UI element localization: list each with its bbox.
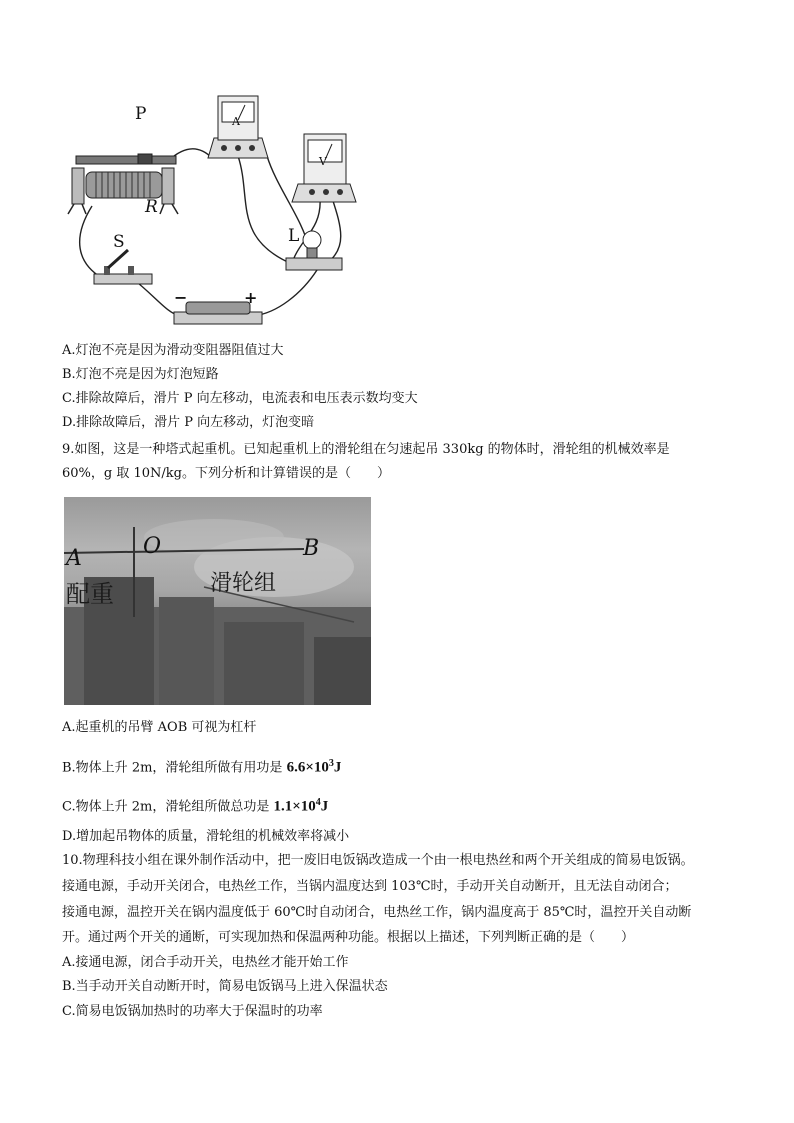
circuit-diagram: [62, 88, 362, 330]
label-minus: −: [174, 288, 188, 307]
q9-option-b-exp: 3: [328, 758, 334, 769]
switch: [94, 250, 152, 284]
q10-option-c: C.简易电饭锅加热时的功率大于保温时的功率: [62, 1004, 323, 1019]
photo-label-a: A: [66, 546, 82, 571]
q8-option-c: C.排除故障后，滑片 P 向左移动，电流表和电压表示数均变大: [62, 391, 418, 406]
q10-stem-line2: 接通电源，手动开关闭合，电热丝工作，当锅内温度达到 103℃时，手动开关自动断开，且无法自动闭合；: [62, 879, 678, 894]
label-l: L: [288, 226, 300, 246]
q9-option-c: [62, 794, 328, 816]
label-s: S: [113, 232, 125, 252]
q10-stem-line4: 开。通过两个开关的通断，可实现加热和保温两种功能。根据以上描述，下列判断正确的是（ ）: [62, 930, 635, 945]
q10-option-b: B.当手动开关自动断开时，简易电饭锅马上进入保温状态: [62, 979, 388, 994]
q9-option-c-exp: 4: [315, 797, 321, 808]
q9-option-b-unit: J: [333, 759, 342, 776]
label-p: P: [135, 104, 147, 124]
q9-option-c-value: 1.1×10: [273, 798, 316, 815]
voltmeter: [292, 134, 356, 202]
q9-option-b-text: B.物体上升 2m，滑轮组所做有用功是: [62, 760, 287, 776]
q9-option-d: D.增加起吊物体的质量，滑轮组的机械效率将减小: [62, 829, 350, 844]
label-r: R: [145, 197, 158, 217]
photo-label-b: B: [303, 536, 320, 561]
q8-option-b: B.灯泡不亮是因为灯泡短路: [62, 367, 219, 382]
q10-option-a: A.接通电源，闭合手动开关，电热丝才能开始工作: [62, 955, 349, 970]
voltmeter-letter: V: [319, 155, 327, 168]
q9-option-b: [62, 755, 341, 777]
q10-stem-line3: 接通电源，温控开关在锅内温度低于 60℃时自动闭合，电热丝工作，锅内温度高于 85℃时，温控开关自动断: [62, 905, 692, 920]
q8-option-a: A.灯泡不亮是因为滑动变阻器阻值过大: [62, 343, 284, 358]
q9-option-b-value: 6.6×10: [286, 759, 329, 776]
ammeter-letter: A: [232, 115, 240, 128]
q8-option-d: D.排除故障后，滑片 P 向左移动，灯泡变暗: [62, 415, 315, 430]
photo-label-o: O: [143, 534, 162, 559]
photo-label-pulley: 滑轮组: [210, 571, 277, 596]
rheostat: [68, 154, 178, 214]
label-plus: +: [244, 288, 258, 307]
q9-option-a: A.起重机的吊臂 AOB 可视为杠杆: [62, 720, 257, 735]
q9-stem-line2: 60%，g 取 10N/kg。下列分析和计算错误的是（ ）: [62, 466, 390, 481]
q10-stem-line1: 10.物理科技小组在课外制作活动中，把一废旧电饭锅改造成一个由一根电热丝和两个开关组成的简易电饭锅。: [62, 853, 694, 868]
q9-option-c-text: C.物体上升 2m，滑轮组所做总功是: [62, 799, 274, 815]
q9-stem-line1: 9.如图，这是一种塔式起重机。已知起重机上的滑轮组在匀速起吊 330kg 的物体时，滑轮组的机械效率是: [62, 442, 670, 457]
photo-label-counterweight: 配重: [66, 580, 114, 608]
q9-option-c-unit: J: [320, 798, 329, 815]
